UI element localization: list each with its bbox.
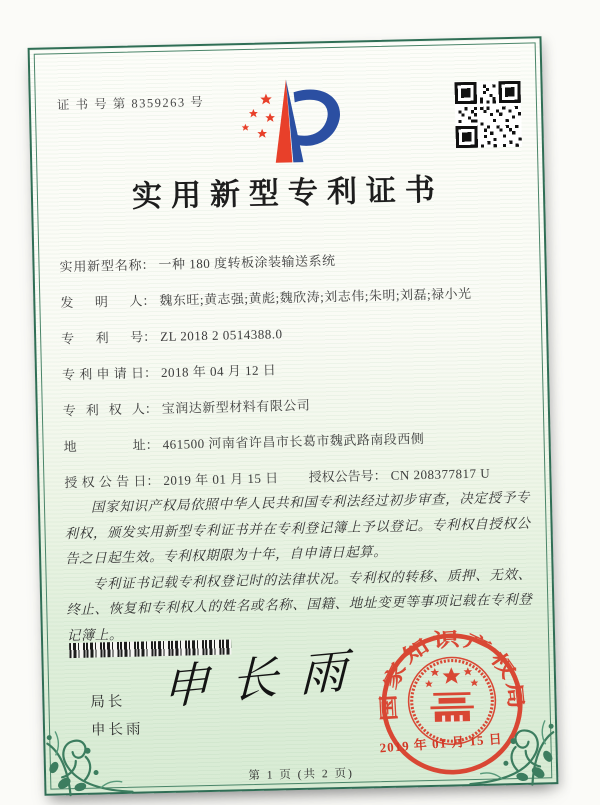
legal-paragraph-1: 国家知识产权局依照中华人民共和国专利法经过初步审查，决定授予专利权，颁发实用新型专利证书并在专利登记簿上予以登记。专利权自授权公告之日起生效。专利权期限为十年，自申请日起算。 <box>64 489 531 567</box>
field-colon: ： <box>142 293 156 309</box>
certificate-number: 证 书 号 第 8359263 号 <box>56 94 205 113</box>
field-value: 461500 河南省许昌市长葛市魏武路南段西侧 <box>162 431 425 452</box>
page-number: 第 1 页 (共 2 页) <box>248 767 355 783</box>
field-value: CN 208377817 U <box>390 465 491 483</box>
field-label: 授权公告号 <box>308 468 374 485</box>
field-colon: ： <box>146 473 160 489</box>
commissioner-signature: 申长雨 <box>161 643 369 716</box>
field-colon: ： <box>373 467 387 484</box>
corner-flourish-icon <box>464 692 562 790</box>
field-value: ZL 2018 2 0514388.0 <box>160 326 283 344</box>
seal-text: 国家知识产权局 <box>378 629 526 722</box>
field-value: 2018 年 04 月 12 日 <box>160 362 277 380</box>
qr-code <box>454 81 521 148</box>
field-value: 一种 180 度转板涂装输送系统 <box>158 252 336 273</box>
field-colon: ： <box>141 257 155 273</box>
field-label: 实用新型名称 <box>59 257 142 275</box>
field-value: 宝润达新型材料有限公司 <box>161 397 311 416</box>
field-colon: ： <box>145 437 159 453</box>
field-colon: ： <box>143 365 158 381</box>
field-label: 授权公告日 <box>64 473 147 491</box>
field-colon: ： <box>142 329 157 345</box>
patent-certificate <box>28 36 559 795</box>
field-list <box>59 239 533 502</box>
legal-text <box>64 485 533 649</box>
cnipa-logo-icon <box>232 71 354 170</box>
seal-date: 2019 年 01 月 15 日 <box>379 731 504 756</box>
field-label: 专利权人 <box>62 401 145 419</box>
certificate-title: 实用新型专利证书 <box>131 173 445 214</box>
legal-paragraph-2: 专利证书记载专利权登记时的法律状况。专利权的转移、质押、无效、终止、恢复和专利权人的姓名或名称、国籍、地址变更等事项记载在专利登记簿上。 <box>66 566 533 643</box>
commissioner-name: 申长雨 <box>90 721 144 739</box>
field-value: 魏东旺;黄志强;黄彪;魏欣涛;刘志伟;朱明;刘磊;禄小光 <box>159 285 472 309</box>
field-label: 专利号 <box>61 329 144 347</box>
field-label: 专利申请日 <box>61 365 145 383</box>
field-label: 地址 <box>63 437 146 455</box>
commissioner-title: 局长 <box>90 693 126 711</box>
corner-flourish-icon <box>38 702 136 800</box>
field-value: 2019 年 01 月 15 日 <box>163 470 279 488</box>
field-label: 发明人 <box>60 293 143 311</box>
field-colon: ： <box>144 401 158 417</box>
